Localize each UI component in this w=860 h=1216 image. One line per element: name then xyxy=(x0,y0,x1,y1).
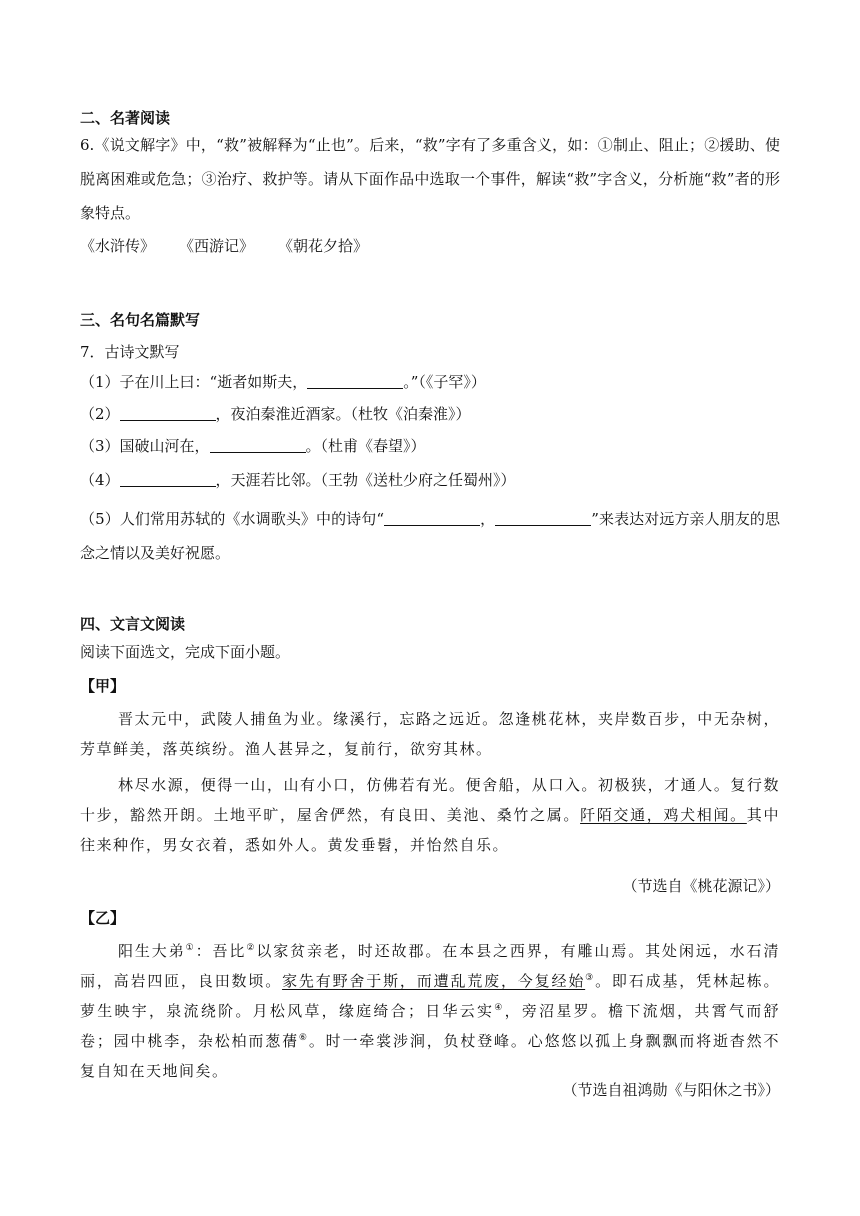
answer-blank xyxy=(307,373,403,389)
recitation-item-4: （4） ，天涯若比邻。（王勃《送杜少府之任蜀州》） xyxy=(80,471,516,489)
answer-blank xyxy=(210,437,306,453)
answer-blank xyxy=(120,471,216,487)
recitation-item-2: （2） ，夜泊秦淮近酒家。（杜牧《泊秦淮》） xyxy=(80,405,471,423)
footnote-marker: ③ xyxy=(585,973,596,983)
book-list xyxy=(80,236,368,256)
underlined-sentence: 家先有野舍于斯，而遭乱荒废，今复经始 xyxy=(282,972,586,990)
section-2-title: 二、名著阅读 xyxy=(80,109,171,127)
book-shuihu: 《水浒传》 xyxy=(80,237,156,255)
question-6: 6.《说文解字》中，“救”被解释为“止也”。后来，“救”字有了多重含义，如：①制止、阻止；②援助、使脱离困难或危急；③治疗、救护等。请从下面作品中选取一个事件，解读“救”字含义，分析施“救”者的形象特点。 xyxy=(80,136,780,222)
passage-yi-paragraph: 阳生大弟①：吾比②以家贫亲老，时还故郡。在本县之西界，有雕山焉。其处闲远，水石清丽，高岩四匝，良田数顷。家先有野舍于斯，而遭乱荒废，今复经始③。即石成基，凭林起栋。萝生映宇，泉流绕阶。月松风草，缘庭绮合；日华云实④，旁沼星罗。檐下流烟，共霄气而舒卷；园中桃李，杂松柏而葱蒨⑥。时一牵裳涉涧，负杖登峰。心悠悠以孤上身飘飘而将逝杳然不复自知在天地间矣。 xyxy=(80,942,780,1080)
passage-jia-paragraph-1: 晋太元中，武陵人捕鱼为业。缘溪行，忘路之远近。忽逢桃花林，夹岸数百步，中无杂树，芳草鲜美，落英缤纷。渔人甚异之，复前行，欲穷其林。 xyxy=(80,710,780,758)
recitation-item-5: （5）人们常用苏轼的《水调歌头》中的诗句“ ， ”来表达对远方亲人朋友的思念之情以及美好祝愿。 xyxy=(80,510,780,562)
answer-blank xyxy=(384,510,480,526)
question-7: 7．古诗文默写 xyxy=(80,343,180,361)
recitation-item-1: （1）子在川上曰：“逝者如斯夫， 。”（《子罕》） xyxy=(80,373,486,391)
footnote-marker: ⑥ xyxy=(298,1033,309,1043)
passage-jia-source: （节选自《桃花源记》） xyxy=(622,877,780,895)
book-xiyou: 《西游记》 xyxy=(179,237,255,255)
recitation-item-3: （3）国破山河在， 。（杜甫《春望》） xyxy=(80,437,426,455)
footnote-marker: ① xyxy=(185,943,196,953)
passage-yi-source: （节选自祖鸿勋《与阳休之书》） xyxy=(562,1081,780,1099)
answer-blank xyxy=(120,405,216,421)
emphasis-dot-char: 若 xyxy=(399,776,416,794)
footnote-marker: ④ xyxy=(494,1003,505,1013)
emphasis-dot-char: 异 xyxy=(294,740,312,758)
section-4-title: 四、文言文阅读 xyxy=(80,615,186,633)
passage-jia-paragraph-2: 林尽水源，便得一山，山有小口，仿佛若有光。便舍船，从口入。初极狭，才通人。复行数十步，豁然开朗。土地平旷，屋舍俨然，有良田、美池、桑竹之属。阡陌交通，鸡犬相闻。其中往来种作，男女衣着，悉如外人。黄发垂髫，并怡然自乐。 xyxy=(80,776,780,854)
footnote-marker: ② xyxy=(246,943,257,953)
underlined-sentence: 阡陌交通，鸡犬相闻。 xyxy=(580,806,747,824)
answer-blank xyxy=(495,510,591,526)
passage-jia-label: 【甲】 xyxy=(80,677,126,695)
reading-intro: 阅读下面选文，完成下面小题。 xyxy=(80,643,291,661)
section-3-title: 三、名句名篇默写 xyxy=(80,311,201,329)
book-zhaohua: 《朝花夕拾》 xyxy=(278,237,369,255)
passage-yi-label: 【乙】 xyxy=(80,909,126,927)
